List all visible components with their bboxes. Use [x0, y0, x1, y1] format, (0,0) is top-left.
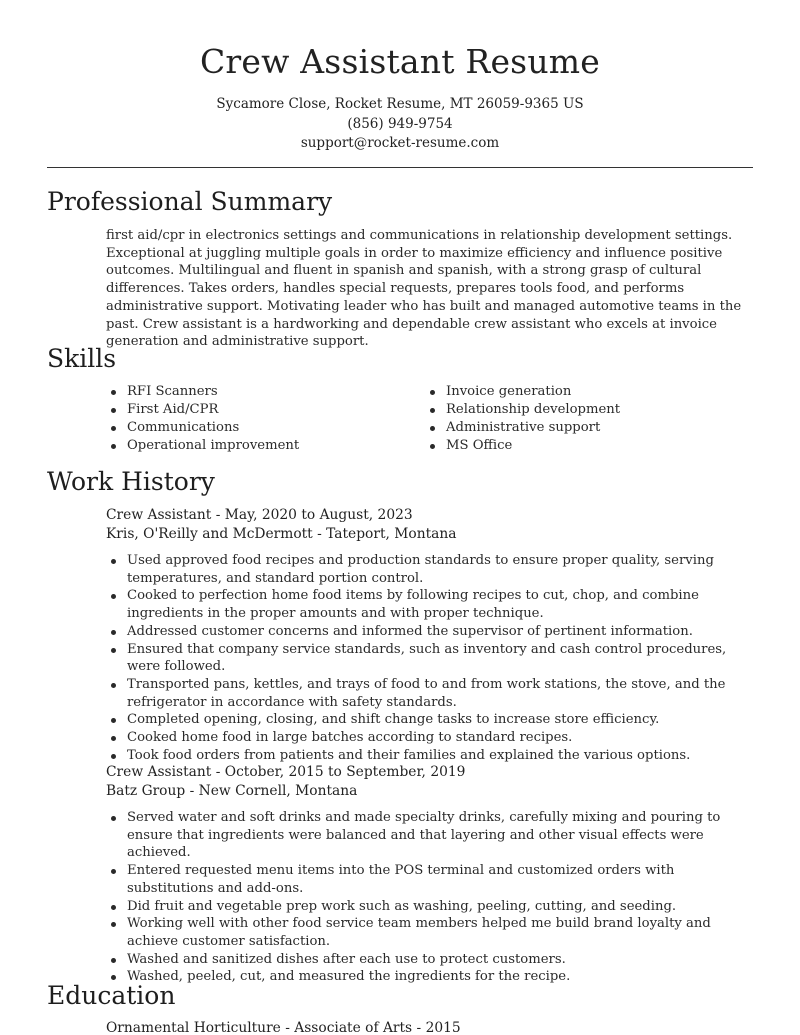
- job-bullet: Transported pans, kettles, and trays of food to and from work stations, the stove, and the refrigerator in accordance with safety standards.: [106, 676, 751, 711]
- summary-text: first aid/cpr in electronics settings and communications in relationship development settings. Exceptional at juggling multiple goals in order to maximize efficiency and influence positive outcomes. Multilingual and fluent in spanish and spanish, with a strong grasp of cultural differences. Takes orders, handles special requests, prepares tools food, and performs administrative support. Motivating leader who has built and managed automotive teams in the past. Crew assistant is a hardworking and dependable crew assistant who excels at invoice generation and administrative support.: [106, 228, 742, 350]
- job-bullet: Addressed customer concerns and informed the supervisor of pertinent information.: [106, 623, 751, 641]
- skill-item: Communications: [106, 419, 406, 437]
- skill-item: MS Office: [425, 437, 725, 455]
- contact-address: Sycamore Close, Rocket Resume, MT 26059-9365 US: [216, 96, 584, 112]
- skill-item: First Aid/CPR: [106, 401, 406, 419]
- job-bullet: Served water and soft drinks and made specialty drinks, carefully mixing and pouring to ensure that ingredients were balanced and that layering and other visual effects were achieved.: [106, 809, 751, 862]
- job-bullet: Used approved food recipes and production standards to ensure proper quality, serving temperatures, and standard portion control.: [106, 552, 751, 587]
- job-bullet: Cooked to perfection home food items by following recipes to cut, chop, and combine ingredients in the proper amounts and with proper technique.: [106, 587, 751, 622]
- education-entry: Ornamental Horticulture - Associate of Arts - 2015: [106, 1020, 461, 1035]
- skills-list-right: [425, 383, 725, 455]
- skill-item: Relationship development: [425, 401, 725, 419]
- job-bullet: Working well with other food service team members helped me build brand loyalty and achieve customer satisfaction.: [106, 915, 751, 950]
- skill-item: Administrative support: [425, 419, 725, 437]
- job-1-company: Kris, O'Reilly and McDermott - Tateport, Montana: [106, 526, 457, 542]
- job-2-role: Crew Assistant - October, 2015 to September, 2019: [106, 764, 466, 780]
- skill-item: Invoice generation: [425, 383, 725, 401]
- header-divider: [47, 167, 753, 168]
- job-1-role: Crew Assistant - May, 2020 to August, 2023: [106, 507, 413, 523]
- skill-item: RFI Scanners: [106, 383, 406, 401]
- resume-header: [0, 0, 800, 154]
- job-bullet: Entered requested menu items into the POS terminal and customized orders with substitutions and add-ons.: [106, 862, 751, 897]
- job-bullet: Washed, peeled, cut, and measured the ingredients for the recipe.: [106, 968, 751, 986]
- contact-email: support@rocket-resume.com: [300, 135, 500, 151]
- skills-list-left: [106, 383, 406, 455]
- job-bullet: Completed opening, closing, and shift change tasks to increase store efficiency.: [106, 711, 751, 729]
- job-2-header: [106, 763, 465, 801]
- contact-phone: (856) 949-9754: [347, 115, 453, 132]
- education-heading: Education: [47, 981, 176, 1010]
- job-bullet: Ensured that company service standards, such as inventory and cash control procedures, were followed.: [106, 641, 751, 676]
- job-2-bullets: [106, 809, 751, 986]
- job-bullet: Cooked home food in large batches according to standard recipes.: [106, 729, 751, 747]
- summary-heading: Professional Summary: [47, 187, 333, 216]
- skill-item: Operational improvement: [106, 437, 406, 455]
- job-bullet: Did fruit and vegetable prep work such as washing, peeling, cutting, and seeding.: [106, 898, 751, 916]
- resume-title: Crew Assistant Resume: [199, 42, 600, 81]
- skills-heading: Skills: [47, 344, 117, 373]
- contact-block: [0, 95, 800, 154]
- job-bullet: Took food orders from patients and their families and explained the various options.: [106, 747, 751, 765]
- job-bullet: Washed and sanitized dishes after each use to protect customers.: [106, 951, 751, 969]
- job-1-header: [106, 506, 456, 544]
- work-heading: Work History: [47, 467, 215, 496]
- job-2-company: Batz Group - New Cornell, Montana: [106, 783, 358, 799]
- job-1-bullets: [106, 552, 751, 764]
